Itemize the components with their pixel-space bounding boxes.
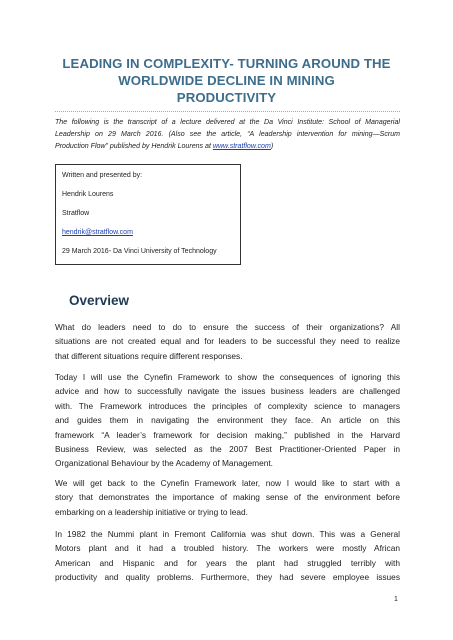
author-info-box (55, 164, 241, 265)
document-title (40, 55, 413, 106)
page-number: 1 (394, 596, 398, 603)
paragraph-line: Business Review, was selected as the 2007 Best Practitioner-Oriented Paper in (55, 444, 400, 455)
paragraph-line: We will get back to the Cynefin Framework later, now I would like to start with a (55, 478, 400, 488)
intro-line: The following is the transcript of a lecture delivered at the Da Vinci Institute: School of Managerial (55, 119, 400, 126)
paragraph (55, 476, 400, 519)
stratflow-link[interactable]: www.stratflow.com (212, 143, 271, 151)
intro-text: Production Flow” published by Hendrik Lourens at (55, 143, 213, 151)
company-name: Stratflow (62, 210, 90, 217)
paragraph (55, 370, 400, 471)
intro-text: ) (270, 143, 274, 151)
paragraph-line: embarking on a leadership initiative or trying to lead. (55, 506, 248, 517)
paragraph-line: In 1982 the Nummi plant in Fremont California was shut down. This was a General (55, 529, 400, 539)
paragraph-line: framework “A leader’s framework for decision making,” published in the Harvard (55, 429, 400, 440)
date-place: 29 March 2016- Da Vinci University of Technology (62, 248, 217, 255)
paragraph-line: story that demonstrates the importance of making sense of the environment before (55, 492, 400, 503)
paragraph-line: that different situations require different responses. (55, 350, 243, 361)
title-line: LEADING IN COMPLEXITY- TURNING AROUND THE (62, 56, 391, 71)
title-line: PRODUCTIVITY (176, 90, 277, 105)
paragraph-line: and guides them in navigating the environment they face. An article on this (55, 415, 400, 426)
paragraph-line: Organizational Behaviour by the Academy of Management. (55, 458, 273, 469)
email-link-wrap (62, 228, 133, 237)
intro-line (55, 141, 400, 153)
paragraph-line: What do leaders need to do to ensure the success of their organizations? All (55, 322, 400, 332)
paragraph-line: Motors plant and it had a troubled history. The workers were mostly African (55, 543, 400, 554)
email-link[interactable]: hendrik@stratflow.com (62, 229, 133, 236)
paragraph-line: advice and how to successfully navigate the issues business leaders are challenged (55, 386, 400, 397)
paragraph-line: American and Hispanic and for years the plant had struggled terribly with (55, 557, 400, 568)
paragraph-line: Today I will use the Cynefin Framework to show the consequences of ignoring this (55, 372, 400, 382)
paragraph-line: situations are not created equal and for leaders to be successful they need to realize (55, 336, 400, 347)
paragraph (55, 320, 400, 363)
paragraph (55, 527, 400, 585)
intro-line: Leadership on 29 March 2016. (Also see the article, “A leadership intervention for mining—Scrum (55, 131, 400, 139)
author-name: Hendrik Lourens (62, 191, 114, 198)
title-line: WORLDWIDE DECLINE IN MINING (118, 73, 335, 88)
intro-note (55, 117, 400, 154)
written-by-label: Written and presented by: (62, 172, 143, 179)
paragraph-line: productivity and quality problems. Furthermore, they had severe employee issues (55, 572, 400, 583)
title-divider (55, 111, 400, 112)
section-heading: Overview (69, 293, 130, 308)
paragraph-line: with. The Framework introduces the principles of complexity science to managers (55, 400, 400, 411)
